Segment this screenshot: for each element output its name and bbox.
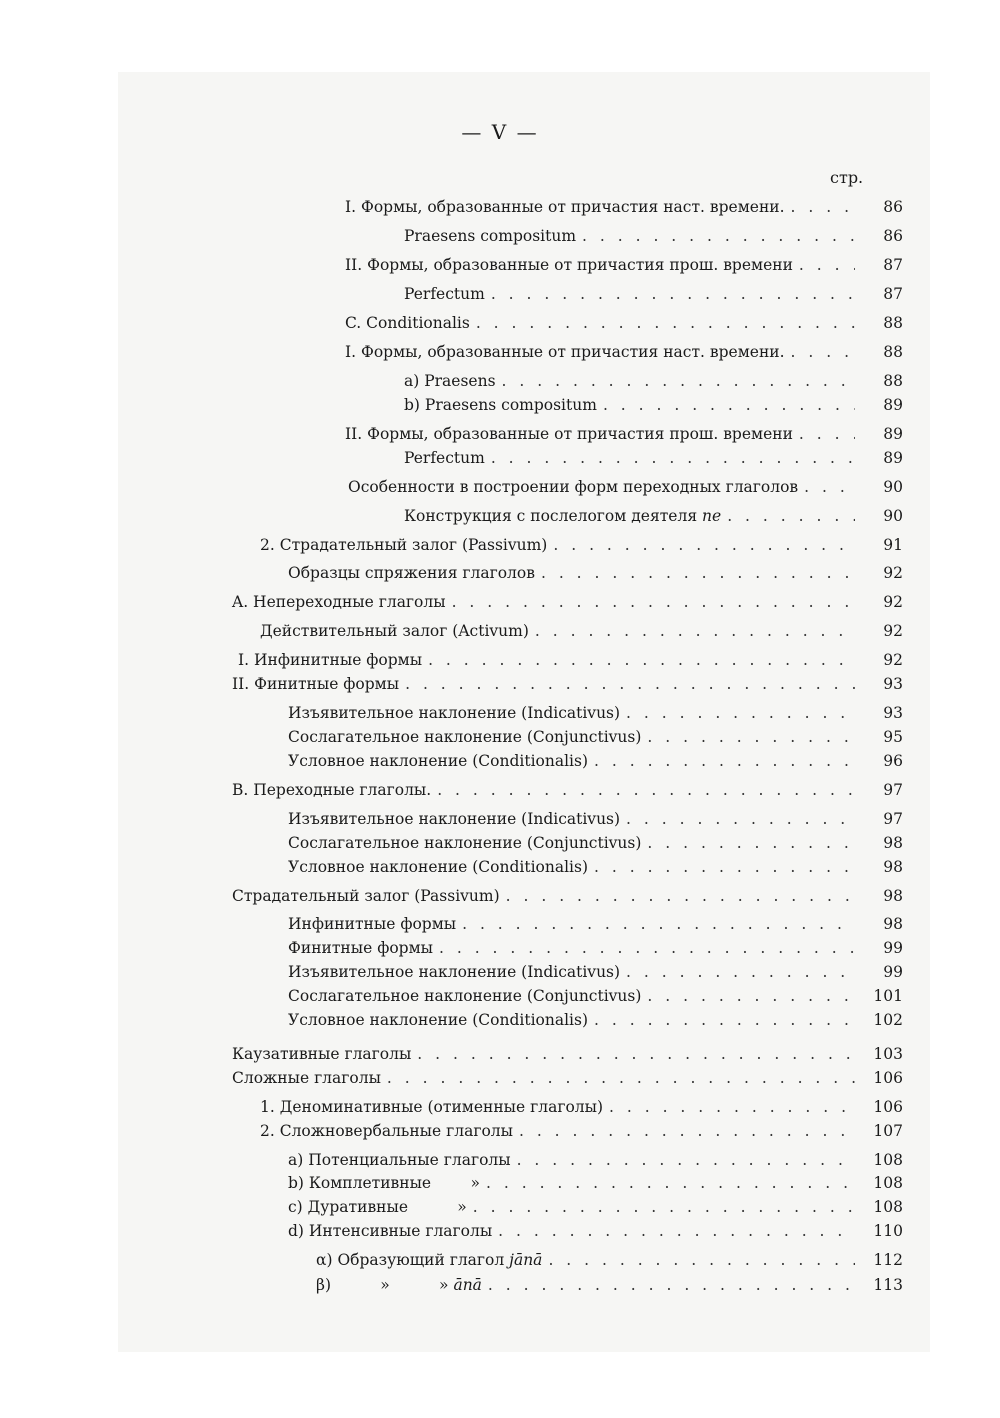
toc-entry: d) Интенсивные глаголы . . . 110 — [288, 1222, 863, 1246]
toc-entry: I. Инфинитные формы . . . 92 — [238, 651, 863, 675]
toc-entry: Инфинитные формы . . . 98 — [288, 915, 863, 939]
toc-entry: I. Формы, образованные от причастия наст. времени. . . . 88 — [345, 343, 863, 367]
toc-entry: Perfectum . . . 87 — [404, 285, 863, 309]
toc-entry: c) Дуративные » . . . 108 — [288, 1198, 863, 1222]
toc-entry: Сослагательное наклонение (Conjunctivus) . . . 98 — [288, 834, 863, 858]
toc-entry: Финитные формы . . . 99 — [288, 939, 863, 963]
toc-entry: Условное наклонение (Conditionalis) . . . 98 — [288, 858, 863, 882]
toc-entry: Образцы спряжения глаголов . . . 92 — [288, 564, 863, 588]
toc-entry: Каузативные глаголы . . . 103 — [232, 1045, 863, 1069]
page-header: — V — — [461, 120, 539, 144]
toc-entry: C. Conditionalis . . . 88 — [345, 314, 863, 338]
toc-entry: I. Формы, образованные от причастия наст. времени. . . . 86 — [345, 198, 863, 222]
toc-entry: II. Финитные формы . . . 93 — [232, 675, 863, 699]
toc-entry: 2. Страдательный залог (Passivum) . . . 91 — [260, 536, 863, 560]
toc-entry: α) Образующий глагол jānā . . . 112 — [316, 1251, 863, 1275]
toc-entry: Perfectum . . . 89 — [404, 449, 863, 473]
toc-entry: a) Потенциальные глаголы . . . 108 — [288, 1151, 863, 1175]
toc-entry: Условное наклонение (Conditionalis) . . . 102 — [288, 1011, 863, 1035]
toc-entry: a) Praesens . . . 88 — [404, 372, 863, 396]
toc-entry: Сослагательное наклонение (Conjunctivus) . . . 95 — [288, 728, 863, 752]
toc-entry: Сложные глаголы . . . 106 — [232, 1069, 863, 1093]
toc-entry: 1. Деноминативные (отименные глаголы) . . . 106 — [260, 1098, 863, 1122]
toc-entry: Действительный залог (Activum) . . . 92 — [260, 622, 863, 646]
toc-entry: Особенности в построении форм переходных глаголов . . . 90 — [348, 478, 863, 502]
toc-entry: b) Комплетивные » . . . 108 — [288, 1174, 863, 1198]
toc-entry: Сослагательное наклонение (Conjunctivus) . . . 101 — [288, 987, 863, 1011]
toc-entry: β) » » ānā . . . 113 — [316, 1276, 863, 1300]
toc-entry: b) Praesens compositum . . . 89 — [404, 396, 863, 420]
toc-entry: II. Формы, образованные от причастия прош. времени . . . 89 — [345, 425, 863, 449]
toc-entry: Условное наклонение (Conditionalis) . . . 96 — [288, 752, 863, 776]
toc-entry: B. Переходные глаголы. . . . 97 — [232, 781, 863, 805]
toc-entry: Страдательный залог (Passivum) . . . 98 — [232, 887, 863, 911]
toc-entry: Изъявительное наклонение (Indicativus) . . . 99 — [288, 963, 863, 987]
toc-entry: 2. Сложновербальные глаголы . . . 107 — [260, 1122, 863, 1146]
toc-entry: Изъявительное наклонение (Indicativus) . . . 93 — [288, 704, 863, 728]
toc-entry: Praesens compositum . . . 86 — [404, 227, 863, 251]
toc-entry: Конструкция с послелогом деятеля ne . . . 90 — [404, 507, 863, 531]
page-column-label: стр. — [830, 168, 864, 187]
toc-entry: Изъявительное наклонение (Indicativus) . . . 97 — [288, 810, 863, 834]
toc-entry: II. Формы, образованные от причастия прош. времени . . . 87 — [345, 256, 863, 280]
toc-entry: A. Непереходные глаголы . . . 92 — [232, 593, 863, 617]
